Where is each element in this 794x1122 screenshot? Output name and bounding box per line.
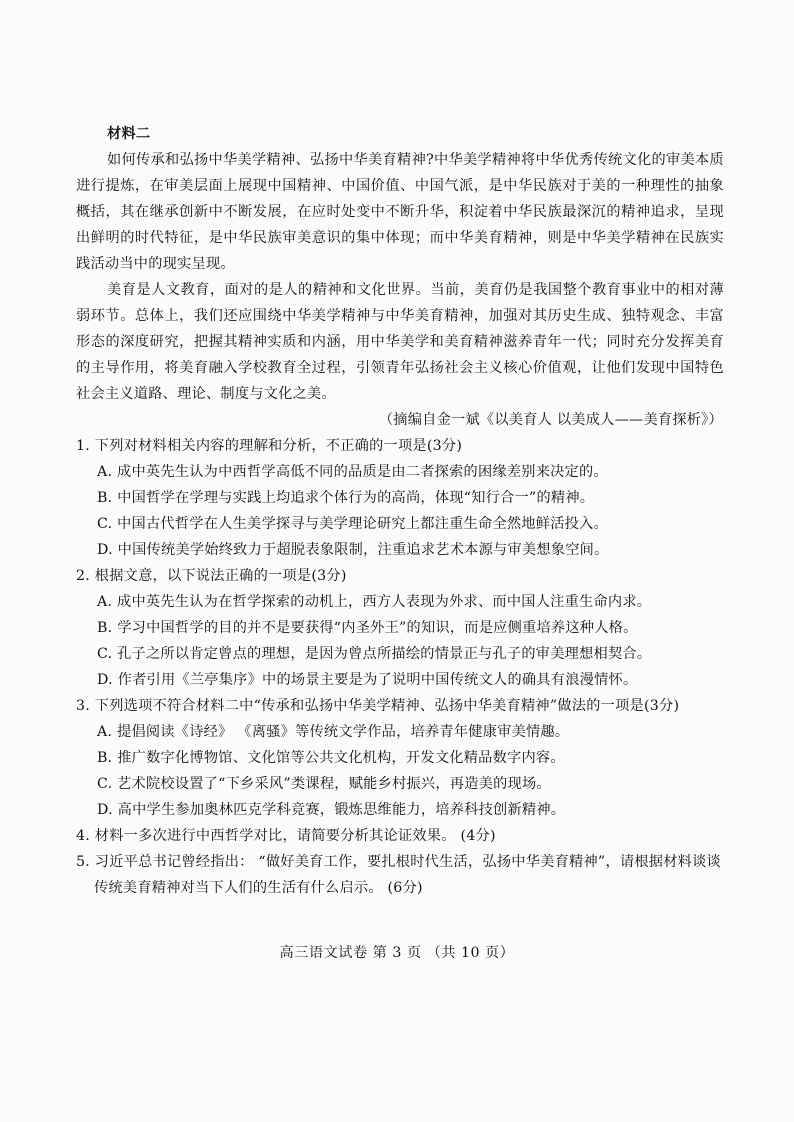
question-option: A. 提倡阅读《诗经》 《离骚》等传统文学作品，培养青年健康审美情趣。: [97, 724, 570, 740]
question: [76, 823, 724, 849]
question-stem: 1. 下列对材料相关内容的理解和分析，不正确的一项是(3分): [76, 438, 463, 454]
question-option: C. 孔子之所以肯定曾点的理想，是因为曾点所描绘的情景正与孔子的审美理想相契合。: [97, 646, 652, 662]
question-option: A. 成中英先生认为中西哲学高低不同的品质是由二者探索的困缘差别来决定的。: [97, 464, 608, 480]
question-stem: 5. 习近平总书记曾经指出： “做好美育工作，要扎根时代生活，弘扬中华美育精神”，请根据材料谈谈传统美育精神对当下人们的生活有什么启示。 (6分): [76, 854, 721, 896]
question-option: A. 成中英先生认为在哲学探索的动机上，西方人表现为外求、而中国人注重生命内求。: [97, 594, 652, 610]
source-citation: （摘编自金一斌《以美育人 以美成人——美育探析》）: [378, 412, 723, 428]
question: [76, 433, 724, 563]
question-stem: 3. 下列选项不符合材料二中“传承和弘扬中华美学精神、弘扬中华美育精神”做法的一项是(3分): [76, 698, 680, 714]
material-title: 材料二: [107, 126, 151, 142]
paragraph: 如何传承和弘扬中华美学精神、弘扬中华美育精神?中华美学精神将中华优秀传统文化的审美本质进行提炼，在审美层面上展现中国精神、中国价值、中国气派，是中华民族对于美的一种理性的抽象概括，其在继承创新中不断发展，在应时处变中不断升华，积淀着中华民族最深沉的精神追求，呈现出鲜明的时代特征，是中华民族审美意识的集中体现；而中华美育精神，则是中华美学精神在民族实践活动当中的现实呈现。: [76, 152, 724, 272]
question-option: B. 推广数字化博物馆、文化馆等公共文化机构，开发文化精品数字内容。: [97, 750, 565, 766]
question-stem: 4. 材料一多次进行中西哲学对比，请简要分析其论证效果。 (4分): [76, 828, 496, 844]
page-footer: 高三语文试卷 第 3 页 （共 10 页）: [279, 945, 515, 961]
page-content: [76, 121, 724, 901]
question-stem: 2. 根据文意，以下说法正确的一项是(3分): [76, 568, 347, 584]
question-option: C. 艺术院校设置了“下乡采风”类课程，赋能乡村振兴，再造美的现场。: [97, 776, 551, 792]
question-option: D. 中国传统美学始终致力于超脱表象限制，注重追求艺术本源与审美想象空间。: [97, 542, 609, 558]
question: [76, 563, 724, 693]
question-option: D. 作者引用《兰亭集序》中的场景主要是为了说明中国传统文人的确具有浪漫情怀。: [97, 672, 638, 688]
question: [76, 849, 724, 901]
question-option: D. 高中学生参加奥林匹克学科竞赛，锻炼思维能力，培养科技创新精神。: [97, 802, 566, 818]
question-option: B. 中国哲学在学理与实践上均追求个体行为的高尚，体现“知行合一”的精神。: [97, 490, 595, 506]
question: [76, 693, 724, 823]
question-option: B. 学习中国哲学的目的并不是要获得“内圣外王”的知识，而是应侧重培养这种人格。: [97, 620, 638, 636]
paragraph: 美育是人文教育，面对的是人的精神和文化世界。当前，美育仍是我国整个教育事业中的相对薄弱环节。总体上，我们还应围绕中华美学精神与中华美育精神，加强对其历史生成、独特观念、丰富形态的深度研究，把握其精神实质和内涵，用中华美学和美育精神滋养青年一代；同时充分发挥美育的主导作用，将美育融入学校教育全过程，引领青年弘扬社会主义核心价值观，让他们发现中国特色社会主义道路、理论、制度与文化之美。: [76, 282, 724, 402]
question-option: C. 中国古代哲学在人生美学探寻与美学理论研究上都注重生命全然地鲜活投入。: [97, 516, 608, 532]
